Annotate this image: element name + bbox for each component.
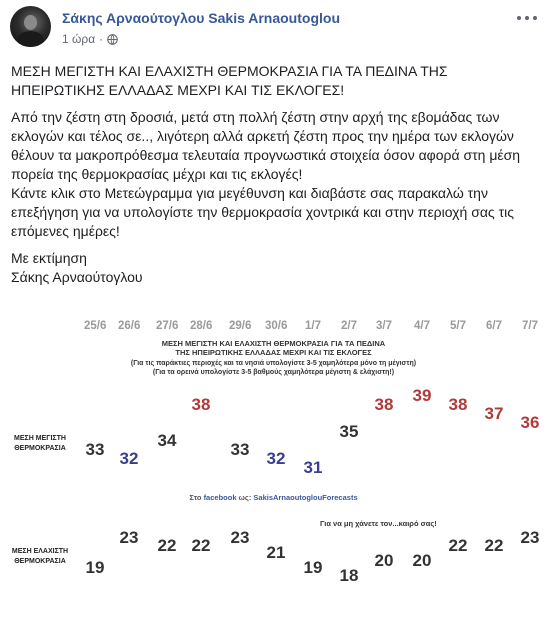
min-temperature-value: 22 xyxy=(484,535,504,555)
min-temperature-value: 19 xyxy=(303,558,323,578)
post-paragraph-1: Από την ζέστη στη δροσιά, μετά στη πολλή ζέστη στην αρχή της εβομάδας των εκλογών και τέλος σε.., λιγότερη αλλά αρκετή ζέστη προς την ημέρα των εκλογών θέλουν τα μακροπρόθεσμα τελευταία προγνωστικά στοιχεία όσον αφορά στη μέση πορεία της θερμοκρασίας μέχρι και τις εκλογές! xyxy=(11,109,521,182)
more-options-button[interactable] xyxy=(517,14,537,22)
max-temperature-value: 38 xyxy=(374,395,394,414)
max-temperature-value: 36 xyxy=(520,413,540,432)
max-row-label-line-2: ΘΕΡΜΟΚΡΑΣΙΑ xyxy=(14,445,66,452)
max-row-label-line-1: ΜΕΣΗ ΜΕΓΙΣΤΗ xyxy=(14,435,66,442)
more-dot-icon xyxy=(517,16,521,20)
max-temperature-value: 33 xyxy=(85,440,105,459)
post-header xyxy=(0,0,547,58)
date-label: 7/7 xyxy=(522,320,538,332)
date-label: 2/7 xyxy=(341,320,357,332)
min-temperature-value: 19 xyxy=(85,558,105,578)
avatar-head-shape xyxy=(24,15,37,30)
min-temperature-value: 20 xyxy=(374,550,394,570)
date-label: 25/6 xyxy=(84,320,107,332)
min-temperature-value: 22 xyxy=(191,535,211,555)
author-name-link[interactable]: Σάκης Αρναούτογλου Sakis Arnaoutoglou xyxy=(62,10,340,26)
credit-prefix: Στο xyxy=(189,493,202,502)
date-label: 5/7 xyxy=(450,320,466,332)
date-label: 26/6 xyxy=(118,320,141,332)
max-temperature-value: 35 xyxy=(339,422,359,441)
post-meta xyxy=(62,32,118,46)
max-temperature-value: 38 xyxy=(191,395,211,414)
max-temperature-value: 34 xyxy=(157,431,177,450)
avatar-body-shape xyxy=(17,31,44,47)
globe-icon[interactable] xyxy=(107,34,118,45)
min-temperature-value: 23 xyxy=(119,528,139,547)
meteogram-image[interactable] xyxy=(0,316,547,624)
min-temperature-value: 22 xyxy=(157,535,177,555)
chart-note: Για να μη χάνετε τον...καιρό σας! xyxy=(320,519,437,528)
date-label: 3/7 xyxy=(376,320,392,332)
date-label: 27/6 xyxy=(156,320,179,332)
min-temperature-value: 23 xyxy=(230,528,250,547)
date-label: 29/6 xyxy=(229,320,252,332)
min-temperature-value: 23 xyxy=(520,528,540,547)
max-temperature-value: 38 xyxy=(448,395,468,414)
max-temperature-value: 39 xyxy=(412,386,432,405)
chart-subtitle-line-2: (Για τα ορεινά υπολογίστε 3-5 βαθμούς χαμηλότερα μέγιστη & ελάχιστη!) xyxy=(152,369,395,376)
more-dot-icon xyxy=(533,16,537,20)
date-label: 30/6 xyxy=(265,320,288,332)
meta-separator: · xyxy=(99,32,104,46)
date-label: 4/7 xyxy=(414,320,430,332)
max-temperature-value: 37 xyxy=(484,404,504,423)
date-label: 6/7 xyxy=(486,320,502,332)
min-temperature-value: 22 xyxy=(448,535,468,555)
date-label: 28/6 xyxy=(190,320,213,332)
min-temperature-value: 18 xyxy=(339,566,359,585)
post-signoff: Με εκτίμηση xyxy=(11,250,87,266)
post-time-link[interactable]: 1 ώρα xyxy=(62,32,96,46)
avatar[interactable] xyxy=(10,6,51,47)
credit-mid: ως: xyxy=(238,493,252,502)
max-temperature-value: 32 xyxy=(266,449,286,468)
min-row-label-line-1: ΜΕΣΗ ΕΛΑΧΙΣΤΗ xyxy=(11,548,69,555)
min-temperature-value: 20 xyxy=(412,550,432,570)
post-text xyxy=(11,62,537,295)
chart-title-line-2: ΤΗΣ ΗΠΕΙΡΩΤΙΚΗΣ ΕΛΛΑΔΑΣ ΜΕΧΡΙ ΚΑΙ ΤΙΣ ΕΚΛΟΓΕΣ xyxy=(175,348,372,357)
date-label: 1/7 xyxy=(305,320,321,332)
credit-handle: SakisArnaoutoglouForecasts xyxy=(253,493,358,502)
facebook-credit xyxy=(0,493,547,502)
post-paragraph-2: Κάντε κλικ στο Μετεώγραμμα για μεγέθυνση και διαβάστε σας παρακαλώ την επεξήγηση για να υπολογίστε την θερμοκρασία χοντρικά και στην περιοχή σας τις επόμενες ημέρες! xyxy=(11,185,514,239)
credit-facebook: facebook xyxy=(203,493,237,502)
max-temperature-value: 33 xyxy=(230,440,250,459)
chart-title-line-1: ΜΕΣΗ ΜΕΓΙΣΤΗ ΚΑΙ ΕΛΑΧΙΣΤΗ ΘΕΡΜΟΚΡΑΣΙΑ ΓΙΑ ΤΑ ΠΕΔΙΝΑ xyxy=(161,339,386,348)
max-temperature-value: 32 xyxy=(119,449,139,468)
chart-subtitle-line-1: (Για τις παράκτιες περιοχές και τα νησιά υπολογίστε 3-5 χαμηλότερα μόνο τη μέγιστη) xyxy=(130,360,417,367)
more-dot-icon xyxy=(525,16,529,20)
min-temperature-value: 21 xyxy=(266,543,286,563)
min-row-label-line-2: ΘΕΡΜΟΚΡΑΣΙΑ xyxy=(14,558,66,565)
post-signature: Σάκης Αρναούτογλου xyxy=(11,269,143,285)
max-temperature-value: 31 xyxy=(303,458,323,477)
post-heading: ΜΕΣΗ ΜΕΓΙΣΤΗ ΚΑΙ ΕΛΑΧΙΣΤΗ ΘΕΡΜΟΚΡΑΣΙΑ ΓΙΑ ΤΑ ΠΕΔΙΝΑ ΤΗΣ ΗΠΕΙΡΩΤΙΚΗΣ ΕΛΛΑΔΑΣ ΜΕΧΡΙ ΚΑΙ ΤΙΣ ΕΚΛΟΓΕΣ! xyxy=(11,63,448,98)
